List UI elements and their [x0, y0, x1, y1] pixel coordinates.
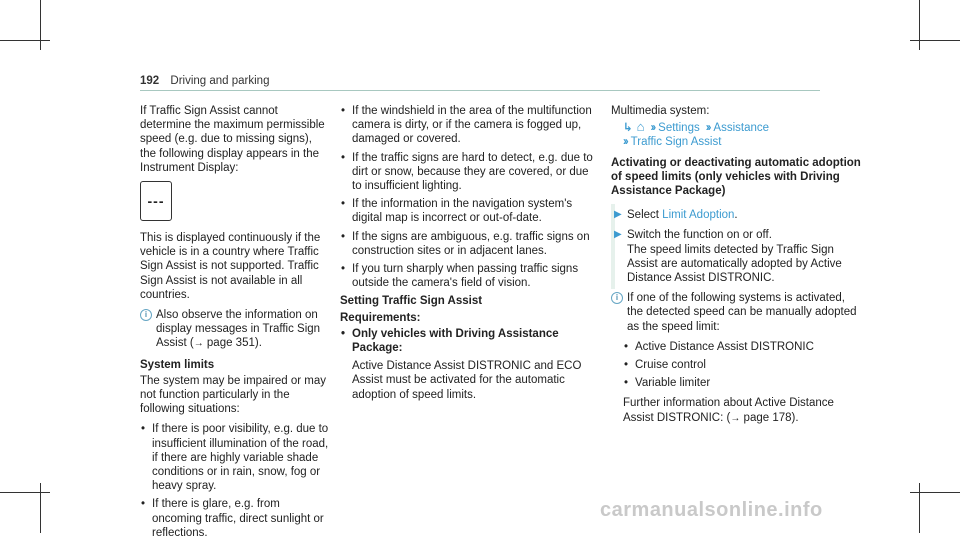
limit-adoption-link[interactable]: Limit Adoption	[662, 209, 735, 222]
step-switch: ▶ Switch the function on or off. The speed limits detected by Traffic Sign Assist are automatically adopted by Active Distance Assist DISTRONIC.	[611, 228, 861, 285]
crop-mark	[40, 483, 41, 533]
system-limits-heading: System limits	[140, 358, 215, 371]
crop-mark	[910, 40, 960, 41]
chevron-icon: ››	[650, 122, 655, 135]
setting-heading: Setting Traffic Sign Assist	[340, 295, 483, 308]
list-item: • If you turn sharply when passing traffic signs outside the camera's field of vision.	[340, 262, 595, 290]
crop-mark	[919, 0, 920, 50]
section-title: Driving and parking	[170, 75, 270, 87]
step-description: The speed limits detected by Traffic Sign Assist are automatically adopted by Active Distance Assist DISTRONIC.	[627, 243, 842, 285]
page-number: 192	[140, 75, 160, 87]
requirements-label: Requirements:	[340, 311, 421, 324]
chevron-icon: ››	[705, 122, 710, 135]
info-icon: i	[611, 292, 623, 304]
speed-unknown-display-icon: ---	[140, 181, 172, 221]
list-item: • If the signs are ambiguous, e.g. traffic signs on construction sites or in adjacent lanes.	[340, 230, 595, 258]
menu-item-assistance[interactable]: Assistance	[713, 122, 770, 135]
list-item: • If the traffic signs are hard to detect, e.g. due to dirt or snow, because they are covered, or due to insufficient lighting.	[340, 151, 595, 194]
crop-mark	[919, 483, 920, 533]
activate-heading: Activating or deactivating automatic adoption of speed limits (only vehicles with Driving Assistance Package)	[611, 156, 861, 198]
list-item: • If there is glare, e.g. from oncoming traffic, direct sunlight or reflections.	[140, 497, 330, 540]
step-arrow-icon: ▶	[614, 229, 622, 241]
page-reference[interactable]: page 178).	[743, 411, 799, 424]
list-item: • If the information in the navigation system's digital map is incorrect or out-of-date.	[340, 197, 595, 225]
system-limits-text: The system may be impaired or may not function particularly in the following situations:	[140, 374, 326, 416]
list-item: • Variable limiter	[623, 376, 861, 390]
crop-mark	[0, 40, 50, 41]
list-item: • Cruise control	[623, 358, 861, 372]
list-item: • If there is poor visibility, e.g. due to insufficient illumination of the road, if there are highly variable shade conditions or in rain, snow, fog or heavy spray.	[140, 422, 330, 493]
requirement-text: Active Distance Assist DISTRONIC and ECO Assist must be activated for the automatic adoption of speed limits.	[352, 360, 582, 401]
crop-mark	[40, 0, 41, 50]
chevron-icon: ››	[623, 136, 627, 149]
step-select: ▶ Select Limit Adoption.	[611, 208, 861, 222]
requirement-item: • Only vehicles with Driving Assistance Package:	[340, 327, 595, 355]
menu-path	[623, 120, 861, 135]
crop-mark	[0, 492, 50, 493]
info-icon: i	[140, 309, 152, 321]
page-arrow-icon: →	[193, 338, 204, 350]
multimedia-label: Multimedia system:	[611, 105, 710, 117]
watermark: carmanualsonline.info	[600, 499, 823, 521]
further-info: Further information about Active Distance Assist DISTRONIC: (→ page 178).	[623, 397, 834, 424]
intro-paragraph: If Traffic Sign Assist cannot determine the maximum permissible speed (e.g. due to missing signs), the following display appears in the Instrument Display:	[140, 105, 325, 174]
crop-mark	[910, 492, 960, 493]
page-header	[140, 74, 269, 88]
header-divider	[140, 90, 820, 91]
list-item: • Active Distance Assist DISTRONIC	[623, 340, 861, 354]
step-arrow-icon: ▶	[614, 209, 622, 221]
column-2	[340, 104, 595, 408]
column-1	[140, 104, 330, 544]
menu-item-traffic-sign-assist[interactable]: Traffic Sign Assist	[630, 136, 722, 149]
availability-paragraph: This is displayed continuously if the vehicle is in a country where Traffic Sign Assist is not supported. Traffic Sign Assist is not available in all countries.	[140, 232, 321, 301]
list-item: • If the windshield in the area of the multifunction camera is dirty, or if the camera is fogged up, damaged or covered.	[340, 104, 595, 147]
info-note: i Also observe the information on display messages in Traffic Sign Assist (→ page 351).	[140, 308, 330, 352]
enter-arrow-icon: ↳	[623, 122, 633, 135]
menu-path-cont	[623, 135, 861, 149]
page-reference[interactable]: page 351).	[206, 337, 262, 350]
page-arrow-icon: →	[730, 412, 741, 424]
menu-item-settings[interactable]: Settings	[658, 122, 700, 135]
home-icon[interactable]: ⌂	[636, 119, 645, 135]
info-note: i If one of the following systems is activated, the detected speed can be manually adopted as the speed limit:	[611, 291, 861, 334]
column-3	[611, 104, 861, 432]
